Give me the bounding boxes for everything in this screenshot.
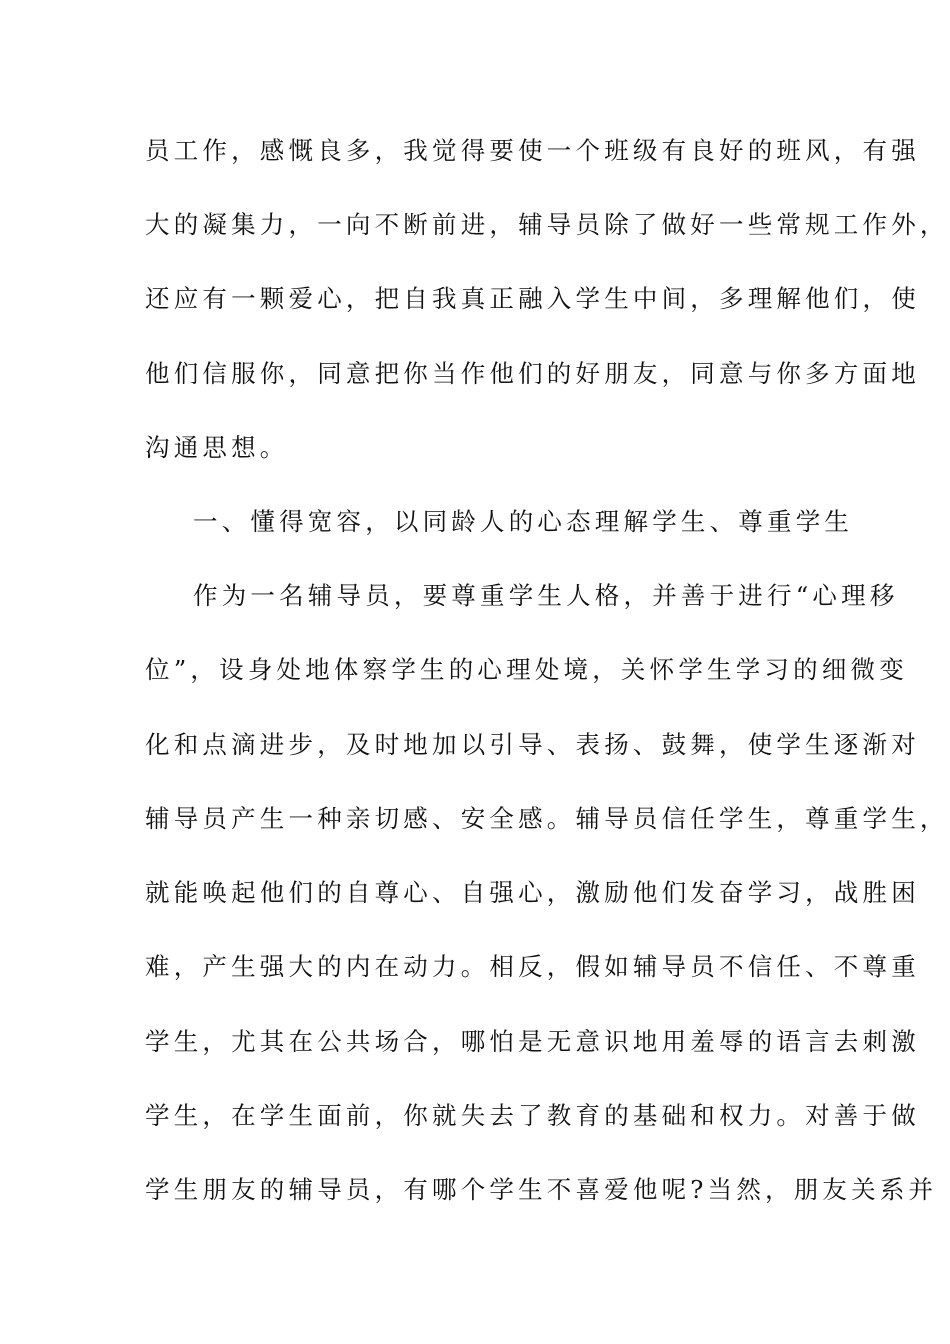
section-heading: 一、懂得宽容，以同龄人的心态理解学生、尊重学生 — [193, 507, 854, 536]
paragraph-line: 员工作，感慨良多，我觉得要使一个班级有良好的班风，有强 — [145, 136, 920, 165]
paragraph-line: 位”，设身处地体察学生的心理处境，关怀学生学习的细微变 — [145, 655, 908, 684]
paragraph-line: 作为一名辅导员，要尊重学生人格，并善于进行“心理移 — [193, 581, 899, 610]
paragraph-line: 沟通思想。 — [145, 433, 289, 462]
paragraph-line: 他们信服你，同意把你当作他们的好朋友，同意与你多方面地 — [145, 359, 920, 388]
paragraph-line: 学生朋友的辅导员，有哪个学生不喜爱他呢?当然，朋友关系并 — [145, 1175, 938, 1204]
paragraph-line: 难，产生强大的内在动力。相反，假如辅导员不信任、不尊重 — [145, 952, 920, 981]
paragraph-line: 学生，在学生面前，你就失去了教育的基础和权力。对善于做 — [145, 1101, 920, 1130]
paragraph-line: 还应有一颗爱心，把自我真正融入学生中间，多理解他们，使 — [145, 284, 920, 313]
paragraph-line: 辅导员产生一种亲切感、安全感。辅导员信任学生，尊重学生， — [145, 804, 949, 833]
paragraph-line: 学生，尤其在公共场合，哪怕是无意识地用羞辱的语言去刺激 — [145, 1027, 920, 1056]
paragraph-line: 就能唤起他们的自尊心、自强心，激励他们发奋学习，战胜困 — [145, 878, 920, 907]
paragraph-line: 化和点滴进步，及时地加以引导、表扬、鼓舞，使学生逐渐对 — [145, 730, 920, 759]
paragraph-line: 大的凝集力，一向不断前进，辅导员除了做好一些常规工作外， — [145, 210, 949, 239]
